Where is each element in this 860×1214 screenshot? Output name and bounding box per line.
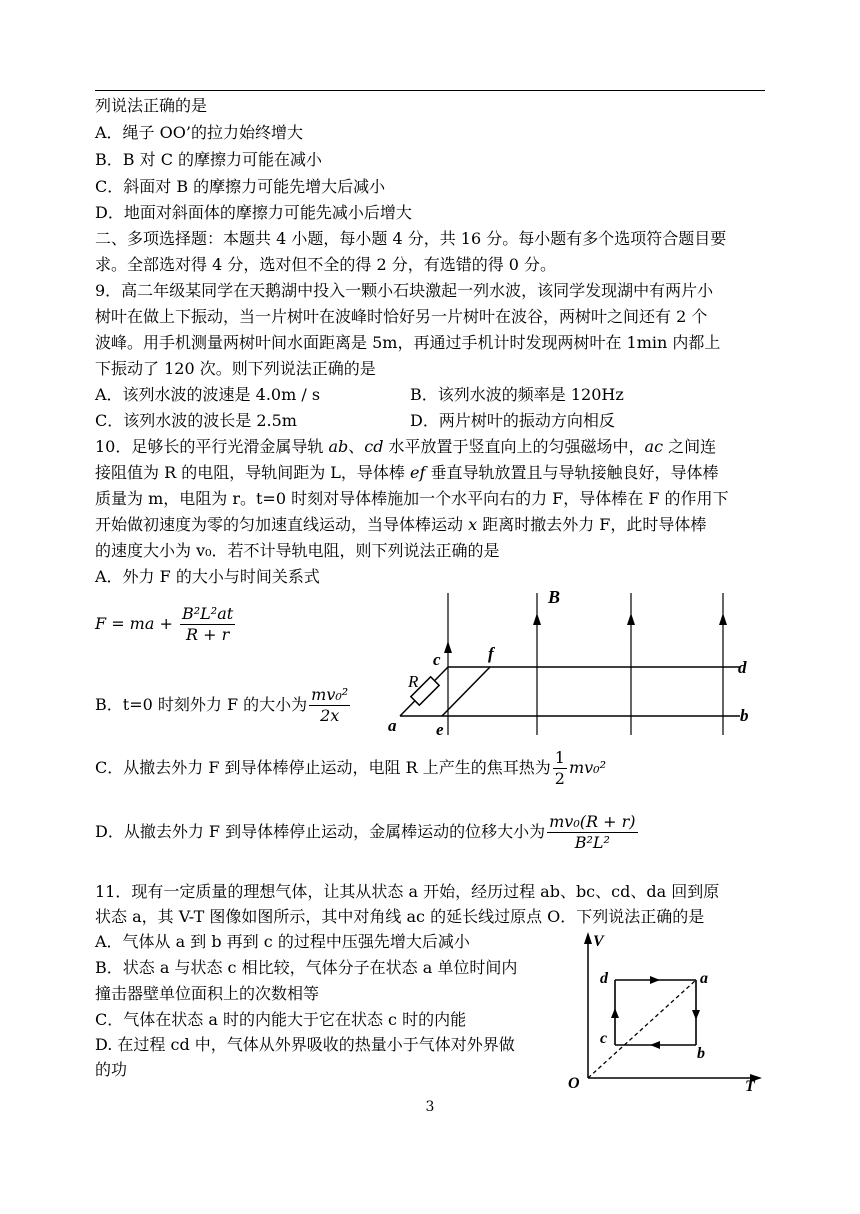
- process-arrow-icon: [650, 976, 660, 984]
- q11-option-a: A．气体从 a 到 b 再到 c 的过程中压强先增大后减小: [95, 932, 470, 951]
- q10-option-c: C．从撤去外力 F 到导体棒停止运动，电阻 R 上产生的焦耳热为 $\frac{1}{2}$ mv₀²: [95, 748, 606, 788]
- header-rule: [95, 90, 765, 91]
- q10-option-b: B．t=0 时刻外力 F 的大小为 $\frac{\text{mv₀²}}{2x}$: [95, 685, 349, 725]
- q9-option-b: B．该列水波的频率是 120Hz: [410, 385, 624, 404]
- q11-vt-graph: [560, 928, 770, 1093]
- svg-text:d: d: [600, 970, 608, 987]
- q8-option-d: D．地面对斜面体的摩擦力可能先减小后增大: [95, 203, 412, 222]
- page-number: 3: [425, 1099, 435, 1115]
- svg-text:O: O: [568, 1075, 580, 1092]
- axis-arrow-icon: [584, 932, 592, 944]
- section2-line1: 二、多项选择题：本题共 4 小题，每小题 4 分，共 16 分。每小题有多个选项符合题目要: [95, 229, 727, 248]
- q9-line1: 9．高二年级某同学在天鹅湖中投入一颗小石块激起一列水波，该同学发现湖中有两片小: [95, 281, 714, 300]
- field-arrow-icon: [627, 613, 635, 625]
- section2-line2: 求。全部选对得 4 分，选对但不全的得 2 分，有选错的得 0 分。: [95, 255, 557, 274]
- q10-line1: 10．足够长的平行光滑金属导轨 ab、cd 水平放置于竖直向上的匀强磁场中，ac 之间连: [95, 437, 717, 456]
- process-arrow-icon: [611, 1008, 619, 1018]
- svg-text:e: e: [436, 720, 444, 739]
- q10-circuit-figure: [380, 585, 770, 740]
- svg-text:B: B: [548, 587, 561, 607]
- q11-option-d2: 的功: [95, 1060, 128, 1079]
- process-arrow-icon: [650, 1041, 660, 1049]
- svg-text:f: f: [488, 644, 494, 663]
- field-arrow-icon: [719, 613, 727, 625]
- svg-text:V: V: [593, 933, 604, 950]
- q8-option-c: C．斜面对 B 的摩擦力可能先增大后减小: [95, 177, 386, 196]
- svg-text:a: a: [700, 970, 708, 987]
- svg-text:b: b: [740, 706, 749, 725]
- q10-formula-a: F = ma + $\frac{\text{B²L²at}}{R + r}$: [95, 604, 234, 644]
- svg-text:T: T: [745, 1078, 755, 1093]
- svg-text:c: c: [433, 650, 441, 669]
- q11-option-c: C．气体在状态 a 时的内能大于它在状态 c 时的内能: [95, 1010, 467, 1029]
- q10-line2: 接阻值为 R 的电阻，导轨间距为 L，导体棒 ef 垂直导轨放置且与导轨接触良好，导体棒: [95, 463, 719, 482]
- q11-option-d1: D. 在过程 cd 中，气体从外界吸收的热量小于气体对外界做: [95, 1035, 515, 1054]
- field-arrow-icon: [444, 641, 452, 653]
- q9-line4: 下振动了 120 次。则下列说法正确的是: [95, 359, 376, 378]
- q11-option-b2: 撞击器壁单位面积上的次数相等: [95, 984, 320, 1003]
- q11-line2: 状态 a，其 V-T 图像如图所示，其中对角线 ac 的延长线过原点 O．下列说法正确的是: [95, 907, 705, 926]
- q10-line3: 质量为 m，电阻为 r。t=0 时刻对导体棒施加一个水平向右的力 F，导体棒在 F 的作用下: [95, 489, 729, 508]
- svg-text:d: d: [738, 658, 747, 677]
- svg-text:b: b: [697, 1045, 705, 1062]
- q9-line3: 波峰。用手机测量两树叶间水面距离是 5m，再通过手机计时发现两树叶在 1min 内都上: [95, 333, 721, 352]
- q8-stem: 列说法正确的是: [95, 96, 208, 115]
- q8-option-b: B．B 对 C 的摩擦力可能在减小: [95, 150, 323, 169]
- q11-option-b1: B．状态 a 与状态 c 相比较，气体分子在状态 a 单位时间内: [95, 958, 518, 977]
- q10-line5: 的速度大小为 v₀．若不计导轨电阻，则下列说法正确的是: [95, 541, 500, 560]
- svg-text:c: c: [600, 1030, 608, 1047]
- q10-option-d: D．从撤去外力 F 到导体棒停止运动，金属棒运动的位移大小为 $\frac{\text{mv₀(R + r)}}{\text{B²L²}}$: [95, 812, 636, 852]
- q9-line2: 树叶在做上下振动，当一片树叶在波峰时恰好另一片树叶在波谷，两树叶之间还有 2 个: [95, 307, 708, 326]
- q10-line4: 开始做初速度为零的匀加速直线运动，当导体棒运动 x 距离时撤去外力 F，此时导体棒: [95, 515, 707, 534]
- q10-option-a: A．外力 F 的大小与时间关系式: [95, 567, 320, 586]
- q8-option-a: A．绳子 OO’的拉力始终增大: [95, 123, 303, 142]
- q9-option-c: C．该列水波的波长是 2.5m: [95, 411, 297, 430]
- field-arrow-icon: [533, 613, 541, 625]
- q11-line1: 11．现有一定质量的理想气体，让其从状态 a 开始，经历过程 ab、bc、cd、da 回到原: [95, 882, 720, 901]
- svg-text:R: R: [408, 672, 419, 691]
- q9-option-d: D．两片树叶的振动方向相反: [410, 411, 615, 430]
- q9-option-a: A．该列水波的波速是 4.0m / s: [95, 385, 321, 404]
- svg-text:a: a: [388, 716, 397, 735]
- process-arrow-icon: [692, 1010, 700, 1020]
